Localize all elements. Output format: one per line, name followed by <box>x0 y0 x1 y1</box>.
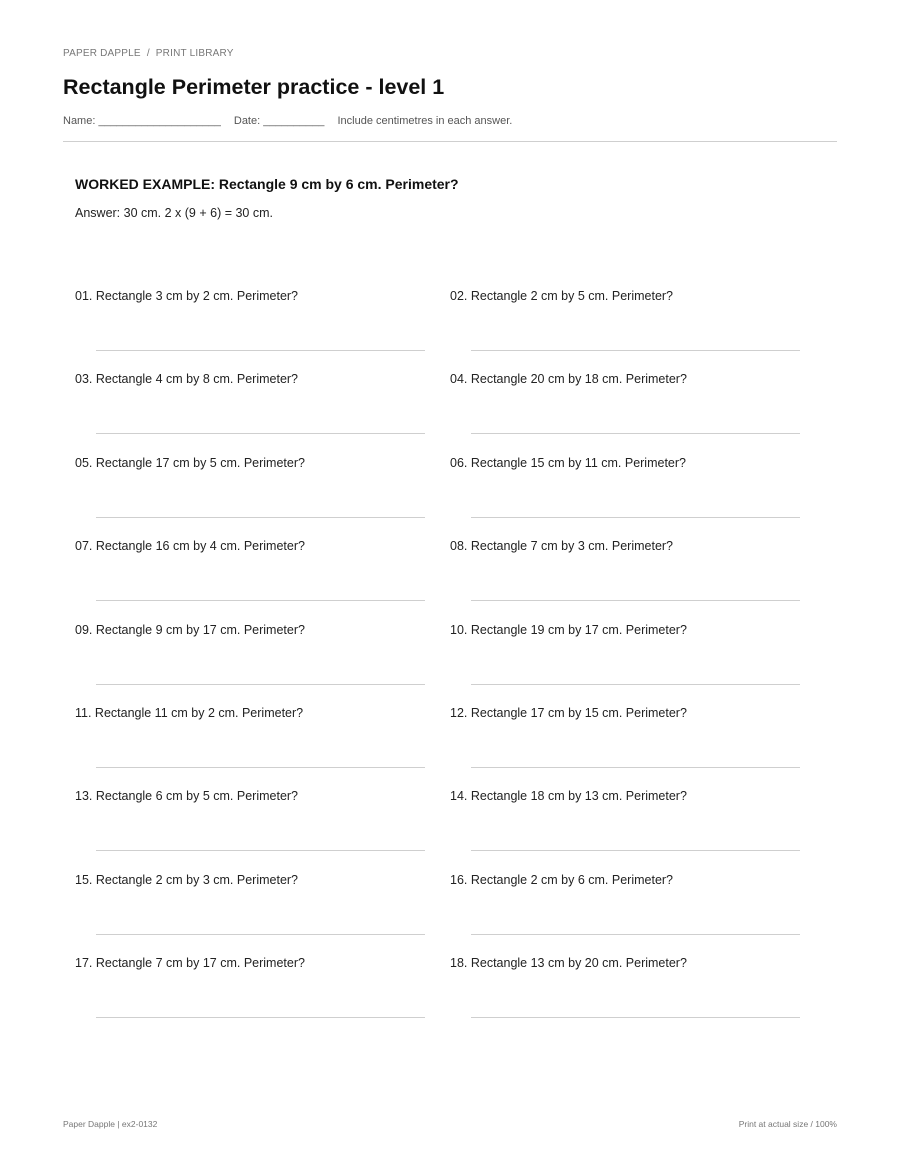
answer-line[interactable] <box>96 600 425 601</box>
question-text: 13. Rectangle 6 cm by 5 cm. Perimeter? <box>75 789 299 804</box>
question-item <box>450 789 825 872</box>
answer-line[interactable] <box>471 433 800 434</box>
question-item <box>450 372 825 455</box>
question-text: 09. Rectangle 9 cm by 17 cm. Perimeter? <box>75 622 305 637</box>
question-item <box>450 706 825 789</box>
question-text: 05. Rectangle 17 cm by 5 cm. Perimeter? <box>75 455 305 470</box>
question-text: 08. Rectangle 7 cm by 3 cm. Perimeter? <box>450 539 674 554</box>
header-divider <box>63 141 837 142</box>
answer-line[interactable] <box>471 600 800 601</box>
question-item <box>75 289 450 372</box>
question-text: 18. Rectangle 13 cm by 20 cm. Perimeter? <box>450 956 687 971</box>
worked-example-heading: WORKED EXAMPLE: Rectangle 9 cm by 6 cm. Perimeter? <box>75 176 459 192</box>
question-row <box>75 372 825 455</box>
question-row <box>75 289 825 372</box>
answer-line[interactable] <box>471 350 800 351</box>
answer-line[interactable] <box>471 850 800 851</box>
answer-line[interactable] <box>96 517 425 518</box>
breadcrumb-library: PRINT LIBRARY <box>155 48 234 59</box>
breadcrumb-brand: PAPER DAPPLE <box>63 48 141 59</box>
question-text: 01. Rectangle 3 cm by 2 cm. Perimeter? <box>75 289 299 303</box>
page-title: Rectangle Perimeter practice - level 1 <box>63 75 445 99</box>
question-row <box>75 789 825 872</box>
question-text: 06. Rectangle 15 cm by 11 cm. Perimeter? <box>450 455 686 470</box>
question-row <box>75 456 825 539</box>
question-text: 03. Rectangle 4 cm by 8 cm. Perimeter? <box>75 372 299 387</box>
question-grid <box>75 289 825 1040</box>
question-text: 10. Rectangle 19 cm by 17 cm. Perimeter? <box>450 622 687 637</box>
breadcrumb <box>63 48 234 59</box>
instruction-text: Include centimetres in each answer. <box>337 115 513 127</box>
answer-line[interactable] <box>96 684 425 685</box>
answer-line[interactable] <box>96 767 425 768</box>
question-item <box>450 456 825 539</box>
date-field-label: Date: __________ <box>233 115 325 127</box>
question-item <box>450 873 825 956</box>
question-text: 15. Rectangle 2 cm by 3 cm. Perimeter? <box>75 872 299 887</box>
question-item <box>75 706 450 789</box>
question-text: 07. Rectangle 16 cm by 4 cm. Perimeter? <box>75 539 305 554</box>
answer-line[interactable] <box>471 934 800 935</box>
question-text: 02. Rectangle 2 cm by 5 cm. Perimeter? <box>450 289 674 303</box>
breadcrumb-separator: / <box>146 48 150 59</box>
question-row <box>75 956 825 1039</box>
question-row <box>75 873 825 956</box>
question-item <box>450 289 825 372</box>
answer-line[interactable] <box>471 767 800 768</box>
answer-line[interactable] <box>96 850 425 851</box>
question-item <box>450 539 825 622</box>
question-item <box>75 456 450 539</box>
question-item <box>75 956 450 1039</box>
answer-line[interactable] <box>471 517 800 518</box>
question-item <box>450 623 825 706</box>
footer-id: Paper Dapple | ex2-0132 <box>63 1119 158 1129</box>
worksheet-meta <box>63 115 522 127</box>
question-item <box>75 623 450 706</box>
question-text: 17. Rectangle 7 cm by 17 cm. Perimeter? <box>75 956 305 971</box>
question-text: 04. Rectangle 20 cm by 18 cm. Perimeter? <box>450 372 687 387</box>
answer-line[interactable] <box>96 934 425 935</box>
question-item <box>75 539 450 622</box>
question-row <box>75 623 825 706</box>
answer-line[interactable] <box>96 1017 425 1018</box>
footer-print-note: Print at actual size / 100% <box>738 1119 837 1129</box>
question-text: 14. Rectangle 18 cm by 13 cm. Perimeter? <box>450 789 687 804</box>
question-item <box>75 873 450 956</box>
question-item <box>450 956 825 1039</box>
question-text: 11. Rectangle 11 cm by 2 cm. Perimeter? <box>75 705 304 720</box>
name-field-label: Name: ____________________ <box>63 115 221 127</box>
question-item <box>75 372 450 455</box>
answer-line[interactable] <box>471 1017 800 1018</box>
question-text: 12. Rectangle 17 cm by 15 cm. Perimeter? <box>450 705 687 720</box>
answer-line[interactable] <box>471 684 800 685</box>
question-row <box>75 539 825 622</box>
worked-example-answer: Answer: 30 cm. 2 x (9 + 6) = 30 cm. <box>75 206 273 220</box>
question-item <box>75 789 450 872</box>
answer-line[interactable] <box>96 433 425 434</box>
question-row <box>75 706 825 789</box>
question-text: 16. Rectangle 2 cm by 6 cm. Perimeter? <box>450 872 674 887</box>
answer-line[interactable] <box>96 350 425 351</box>
